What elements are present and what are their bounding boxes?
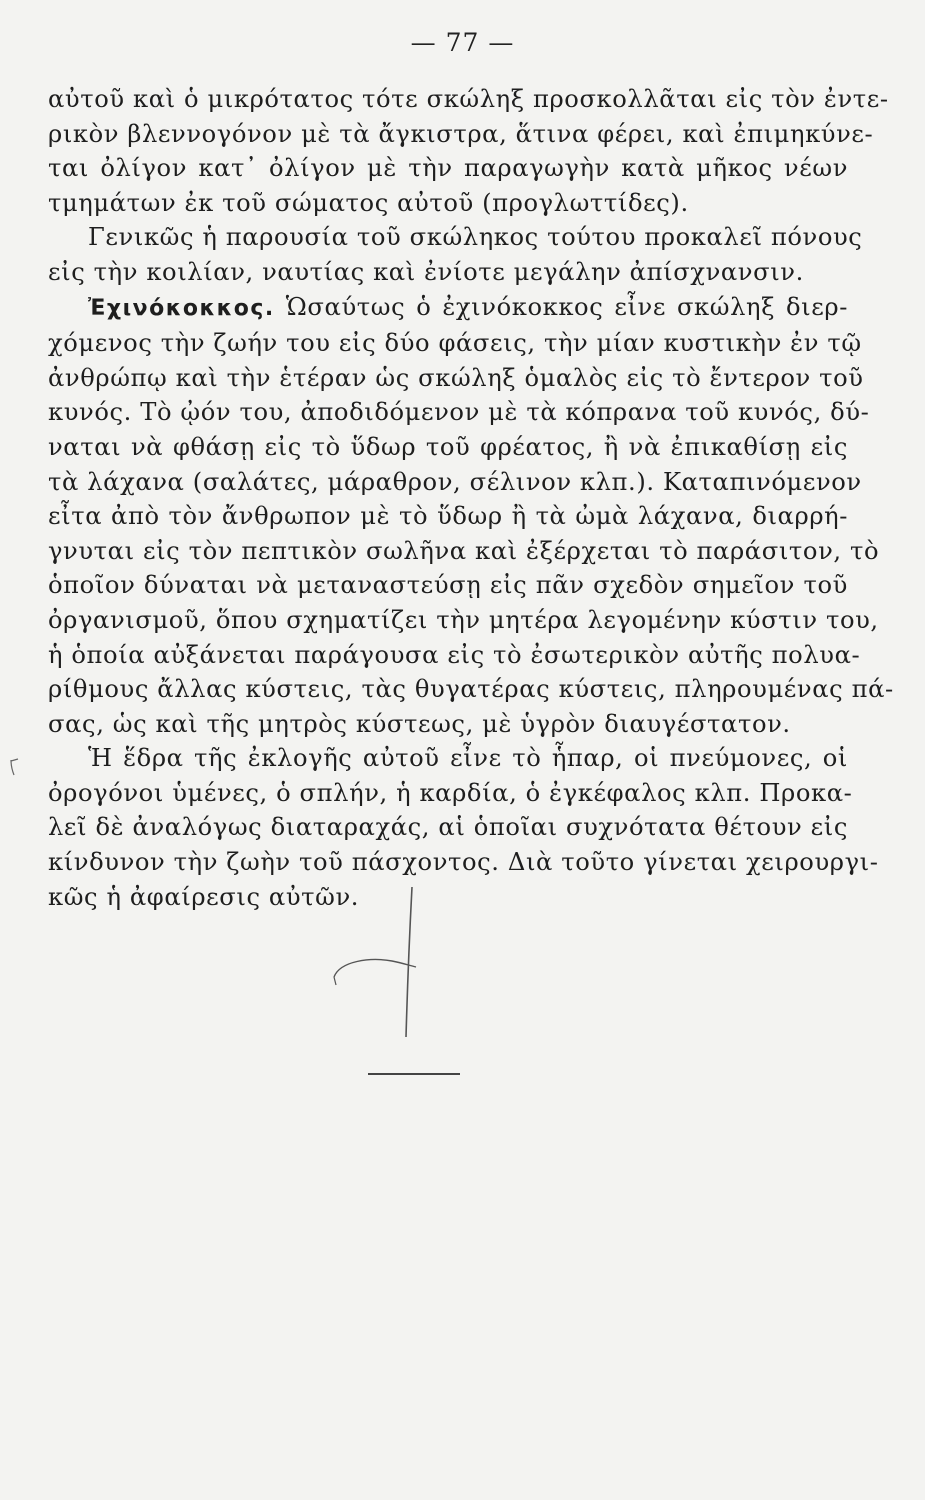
text-line: ρικὸν βλεννογόνον μὲ τὰ ἄγκιστρα, ἅτινα φέρει, καὶ ἐπιμηκύνε- (48, 119, 874, 148)
end-rule (368, 1073, 460, 1075)
text-line: σας, ὡς καὶ τῆς μητρὸς κύστεως, μὲ ὑγρὸν διαυγέστατον. (48, 709, 791, 738)
text-line: ται ὀλίγον κατ᾿ ὀλίγον μὲ τὴν παραγωγὴν κατὰ μῆκος νέων (48, 154, 848, 183)
text-line: Ἡ ἕδρα τῆς ἐκλογῆς αὐτοῦ εἶνε τὸ ἧπαρ, οἱ πνεύμονες, οἱ (88, 744, 848, 773)
text-line: εἰς τὴν κοιλίαν, ναυτίας καὶ ἐνίοτε μεγάλην ἀπίσχνανσιν. (48, 257, 804, 286)
text-line: κῶς ἡ ἀφαίρεσις αὐτῶν. (48, 882, 360, 911)
text-line: εἶτα ἀπὸ τὸν ἄνθρωπον μὲ τὸ ὕδωρ ἢ τὰ ὠμὰ λάχανα, διαρρή- (48, 502, 848, 531)
text-line: γνυται εἰς τὸν πεπτικὸν σωλῆνα καὶ ἐξέρχεται τὸ παράσιτον, τὸ (48, 536, 880, 565)
text-line: κίνδυνον τὴν ζωὴν τοῦ πάσχοντος. Διὰ τοῦτο γίνεται χειρουργι- (48, 848, 879, 877)
text-line: αὐτοῦ καὶ ὁ μικρότατος τότε σκώληξ προσκολλᾶται εἰς τὸν ἐντε- (48, 85, 889, 113)
body-text (48, 82, 894, 914)
text-line: λεῖ δὲ ἀναλόγως διαταραχάς, αἱ ὁποῖαι συχνότατα θέτουν εἰς (48, 813, 848, 842)
text-line: Γενικῶς ἡ παρουσία τοῦ σκώληκος τούτου προκαλεῖ πόνους (88, 223, 863, 252)
text-line: ἀνθρώπῳ καὶ τὴν ἑτέραν ὡς σκώληξ ὁμαλὸς εἰς τὸ ἔντερον τοῦ (48, 363, 864, 392)
text-line: ἡ ὁποία αὐξάνεται παράγουσα εἰς τὸ ἐσωτερικὸν αὐτῆς πολυα- (48, 640, 861, 669)
term-echinococcus: Ἐχινόκοκκος. (88, 295, 275, 321)
text-line: ὀργανισμοῦ, ὅπου σχηματίζει τὴν μητέρα λεγομένην κύστιν του, (48, 605, 879, 634)
page-number: — 77 — (410, 28, 515, 57)
handwritten-cross-mark (320, 885, 440, 1045)
text-line: ναται νὰ φθάσῃ εἰς τὸ ὕδωρ τοῦ φρέατος, ἢ νὰ ἐπικαθίσῃ εἰς (48, 432, 848, 461)
text-line: Ὡσαύτως ὁ ἐχινόκοκκος εἶνε σκώληξ διερ- (285, 292, 848, 321)
margin-tick-mark (8, 758, 22, 776)
text-line: χόμενος τὴν ζωήν του εἰς δύο φάσεις, τὴν μίαν κυστικὴν ἐν τῷ (48, 329, 862, 358)
text-line: ὁποῖον δύναται νὰ μεταναστεύσῃ εἰς πᾶν σχεδὸν σημεῖον τοῦ (48, 571, 848, 600)
text-line: κυνός. Τὸ ᾠόν του, ἀποδιδόμενον μὲ τὰ κόπρανα τοῦ κυνός, δύ- (48, 398, 870, 427)
text-line: ὀρογόνοι ὑμένες, ὁ σπλήν, ἡ καρδία, ὁ ἐγκέφαλος κλπ. Προκα- (48, 778, 853, 807)
text-line: τμημάτων ἐκ τοῦ σώματος αὐτοῦ (προγλωττίδες). (48, 188, 689, 217)
text-line: τὰ λάχανα (σαλάτες, μάραθρον, σέλινον κλπ.). Καταπινόμενον (48, 467, 862, 496)
text-line: ρίθμους ἄλλας κύστεις, τὰς θυγατέρας κύστεις, πληρουμένας πά- (48, 675, 894, 704)
paragraph-echinococcus-start (48, 290, 848, 327)
